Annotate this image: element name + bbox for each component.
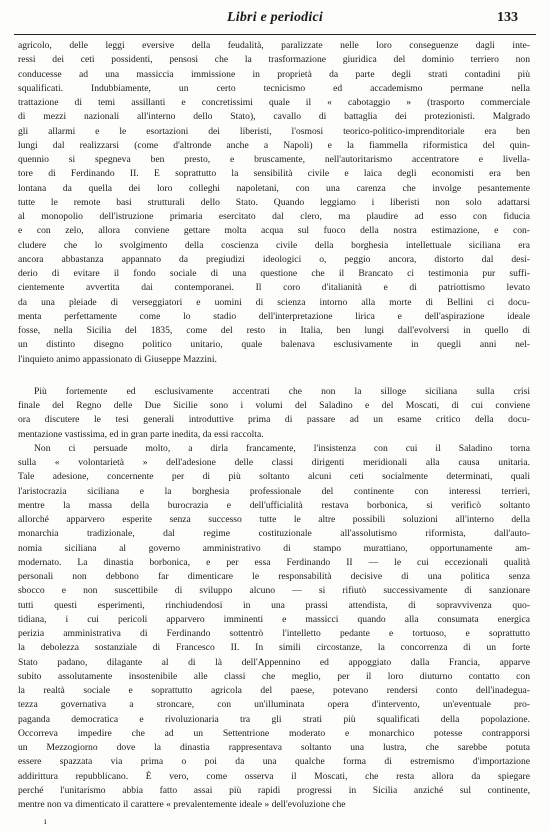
text-line: squalificati. Indubbiamente, un certo tecnicismo ed accademismo permane nella	[18, 82, 530, 94]
text-line: monarchia tradizionale, dal regime costituzionale all'assolutismo riformista, dall'auto-	[18, 528, 530, 540]
text-line: derio di evitare il fondo sociale di una questione che il Brancato ci testimonia pur suffi-	[18, 268, 530, 279]
text-line: la realtà sociale e soprattutto agricola del paese, potevano rendersi conto dell'inadegua-	[18, 685, 530, 696]
text-line: la debolezza sostanziale di Francesco II. In simili circostanze, la concorrenza di un forte	[18, 642, 530, 654]
text-line: ora discutere le tesi generali introduttive prima di passare ad un esame critico della docu-	[18, 414, 530, 426]
running-head: Libri e periodici	[227, 10, 323, 25]
text-line: allorché apparvero esperite senza successo tutte le altre possibili soluzioni all'interno della	[18, 514, 530, 525]
paragraph-2	[18, 385, 530, 442]
text-line: perizia amministrativa di Ferdinando sottentrò l'intelletto pedante e tortuoso, e soprattutto	[18, 628, 530, 639]
header-rule	[14, 34, 536, 35]
text-line: ressi dei ceti possidenti, pensosi che la trasformazione giuridica del dominio terriero non	[18, 54, 530, 66]
text-line: subito assolutamente insostenibile alle classi che meglio, per il loro diuturno contatto con	[18, 670, 530, 682]
text-line: essere spazzata via prima o poi da una qualche forma di estremismo d'importazione	[18, 756, 530, 768]
body-text	[18, 39, 530, 812]
text-line: cientemente avvertita dai contemporanei. Il coro d'italianità e di patriottismo levato	[18, 282, 530, 294]
text-line: conducesse ad una massiccia immissione in proprietà da parte degli strati contadini più	[18, 68, 530, 80]
text-line: l'aristocrazia siciliana e la borghesia professionale del continente con interessi terrieri,	[18, 485, 530, 497]
text-line: lontana da quella dei loro colleghi napoletani, con una carenza che involge pesantemente	[18, 182, 530, 194]
text-line: mentre non va dimenticato il carattere « prevalentemente ideale » dell'evoluzione che	[18, 799, 346, 810]
text-line: Occorreva impedire che ad un Settentrione moderato e monarchico potesse contrapporsi	[18, 727, 530, 739]
text-line: Non ci persuade molto, a dirla francamente, l'insistenza con cui il Saladino torna	[34, 442, 530, 454]
text-line: tutte le remote basi strutturali dello Stato. Quando leggiamo i liberisti non solo adattarsi	[18, 196, 530, 208]
paragraph-3	[18, 442, 530, 813]
text-line: finale del Regno delle Due Sicilie sono i volumi del Saladino e del Moscati, di cui conviene	[18, 400, 530, 411]
text-line: cludere che lo svolgimento della coscienza civile della borghesia intellettuale siciliana era	[18, 239, 530, 251]
text-line: al monopolio dell'istruzione primaria esercitato dal clero, ma plaudire ad esso con fiducia	[18, 211, 530, 222]
text-line: un distinto disegno politico unitario, quale balenava esclusivamente in quegli anni nel-	[18, 339, 530, 351]
text-line: l'inquieto animo appassionato di Giuseppe Mazzini.	[18, 353, 217, 365]
text-line: quennio si spegneva ben presto, e bruscamente, nell'autoritarismo accentratore e livella-	[18, 154, 530, 165]
text-line: perché l'unitarismo abbia fatto assai più rapidi progressi in Sicilia anziché sul continente,	[18, 784, 530, 796]
text-line: mentre la massa della burocrazia e dell'ufficialità restava borbonica, si verificò soltanto	[18, 499, 530, 511]
page-header	[0, 6, 550, 28]
text-line: mentazione vastissima, ed in gran parte inedita, da essi raccolta.	[18, 428, 264, 440]
text-line: paganda democratica e rivoluzionaria tra gli strati più squalificati della popolazione.	[18, 713, 530, 725]
text-line: addirittura repubblicano. È vero, come osserva il Moscati, che resta allora da spiegare	[18, 770, 530, 782]
text-line: ancora abbastanza appannato da pregiudizi ideologici o, peggio ancora, distorto dal desi-	[18, 253, 530, 265]
text-line: da una pleiade di verseggiatori e uomini di scienza intorno alla morte di Bellini ci docu-	[18, 296, 530, 308]
paragraph-gap	[18, 367, 530, 385]
text-line: agricolo, delle leggi eversive della feudalità, paralizzate nelle loro conseguenze dagli inte-	[18, 40, 530, 51]
text-line: Stato padano, dilagante al di là dell'Appennino ed appoggiato dalla Francia, apparve	[18, 656, 530, 668]
text-line: un Mezzogiorno dove la dinastia rappresentava soltanto una lustra, che sarebbe potuta	[18, 742, 530, 753]
text-line: modernato. La dinastia borbonica, e per essa Ferdinando II — le cui eccezionali qualità	[18, 556, 530, 568]
text-line: menta perfettamente come lo stadio dell'interpretazione lirica e dell'aspirazione ideale	[18, 310, 530, 322]
text-line: sulla « volontarietà » dell'adesione delle classi dirigenti meridionali alla causa unitaria.	[18, 457, 530, 468]
text-line: trattazione di temi assillanti e concretissimi quale il « cabotaggio » (trasporto commerciale	[18, 97, 530, 108]
text-line: Più fortemente ed esclusivamente accentrati che non la silloge siciliana sulla crisi	[34, 385, 530, 397]
text-line: nomia siciliana al governo amministrativo di stampo murattiano, opportunamente am-	[18, 542, 530, 554]
text-line: e con zelo, allora conviene gettare molta acqua sul fuoco della nostra estimazione, e con-	[18, 225, 530, 237]
text-line: sbocco e non suscettibile di sviluppo alcuno — si rifiutò successivamente di sanzionare	[18, 585, 530, 597]
text-line: Tale adesione, concernente per di più soltanto alcuni ceti socialmente determinati, quali	[18, 471, 530, 483]
footer-mark: ı	[44, 816, 47, 826]
text-line: tezza governativa a stroncare, con un'illuminata opera d'intervento, un'eventuale pro-	[18, 699, 530, 711]
text-line: di mezzi nazionali all'interno dello Stato), cavallo di battaglia dei protezionisti. Malgrado	[18, 111, 530, 123]
text-line: tore di Ferdinando II. E soprattutto la sensibilità civile e laica degli economisti era ben	[18, 168, 530, 180]
text-line: lungi dal realizzarsi (come d'altronde anche a Napoli) e la fiammella riformistica del quin-	[18, 139, 530, 151]
text-line: tidiana, i cui pericoli apparvero imminenti e massicci quando alla consumata energica	[18, 613, 530, 625]
paragraph-1	[18, 39, 530, 367]
page-number: 133	[497, 10, 518, 25]
text-line: fosse, nella Sicilia del 1835, come del resto in Italia, ben lungi dall'evolversi in quello di	[18, 325, 530, 336]
text-line: tutti questi esperimenti, rinchiudendosi in una prassi attendista, di sopravvivenza quo-	[18, 599, 530, 611]
text-line: gli allarmi e le esortazioni dei liberisti, l'osmosi teorico-politico-imprenditoriale era ben	[18, 125, 530, 137]
text-line: personali non debbono far dimenticare le responsabilità decisive di una politica senza	[18, 571, 530, 582]
